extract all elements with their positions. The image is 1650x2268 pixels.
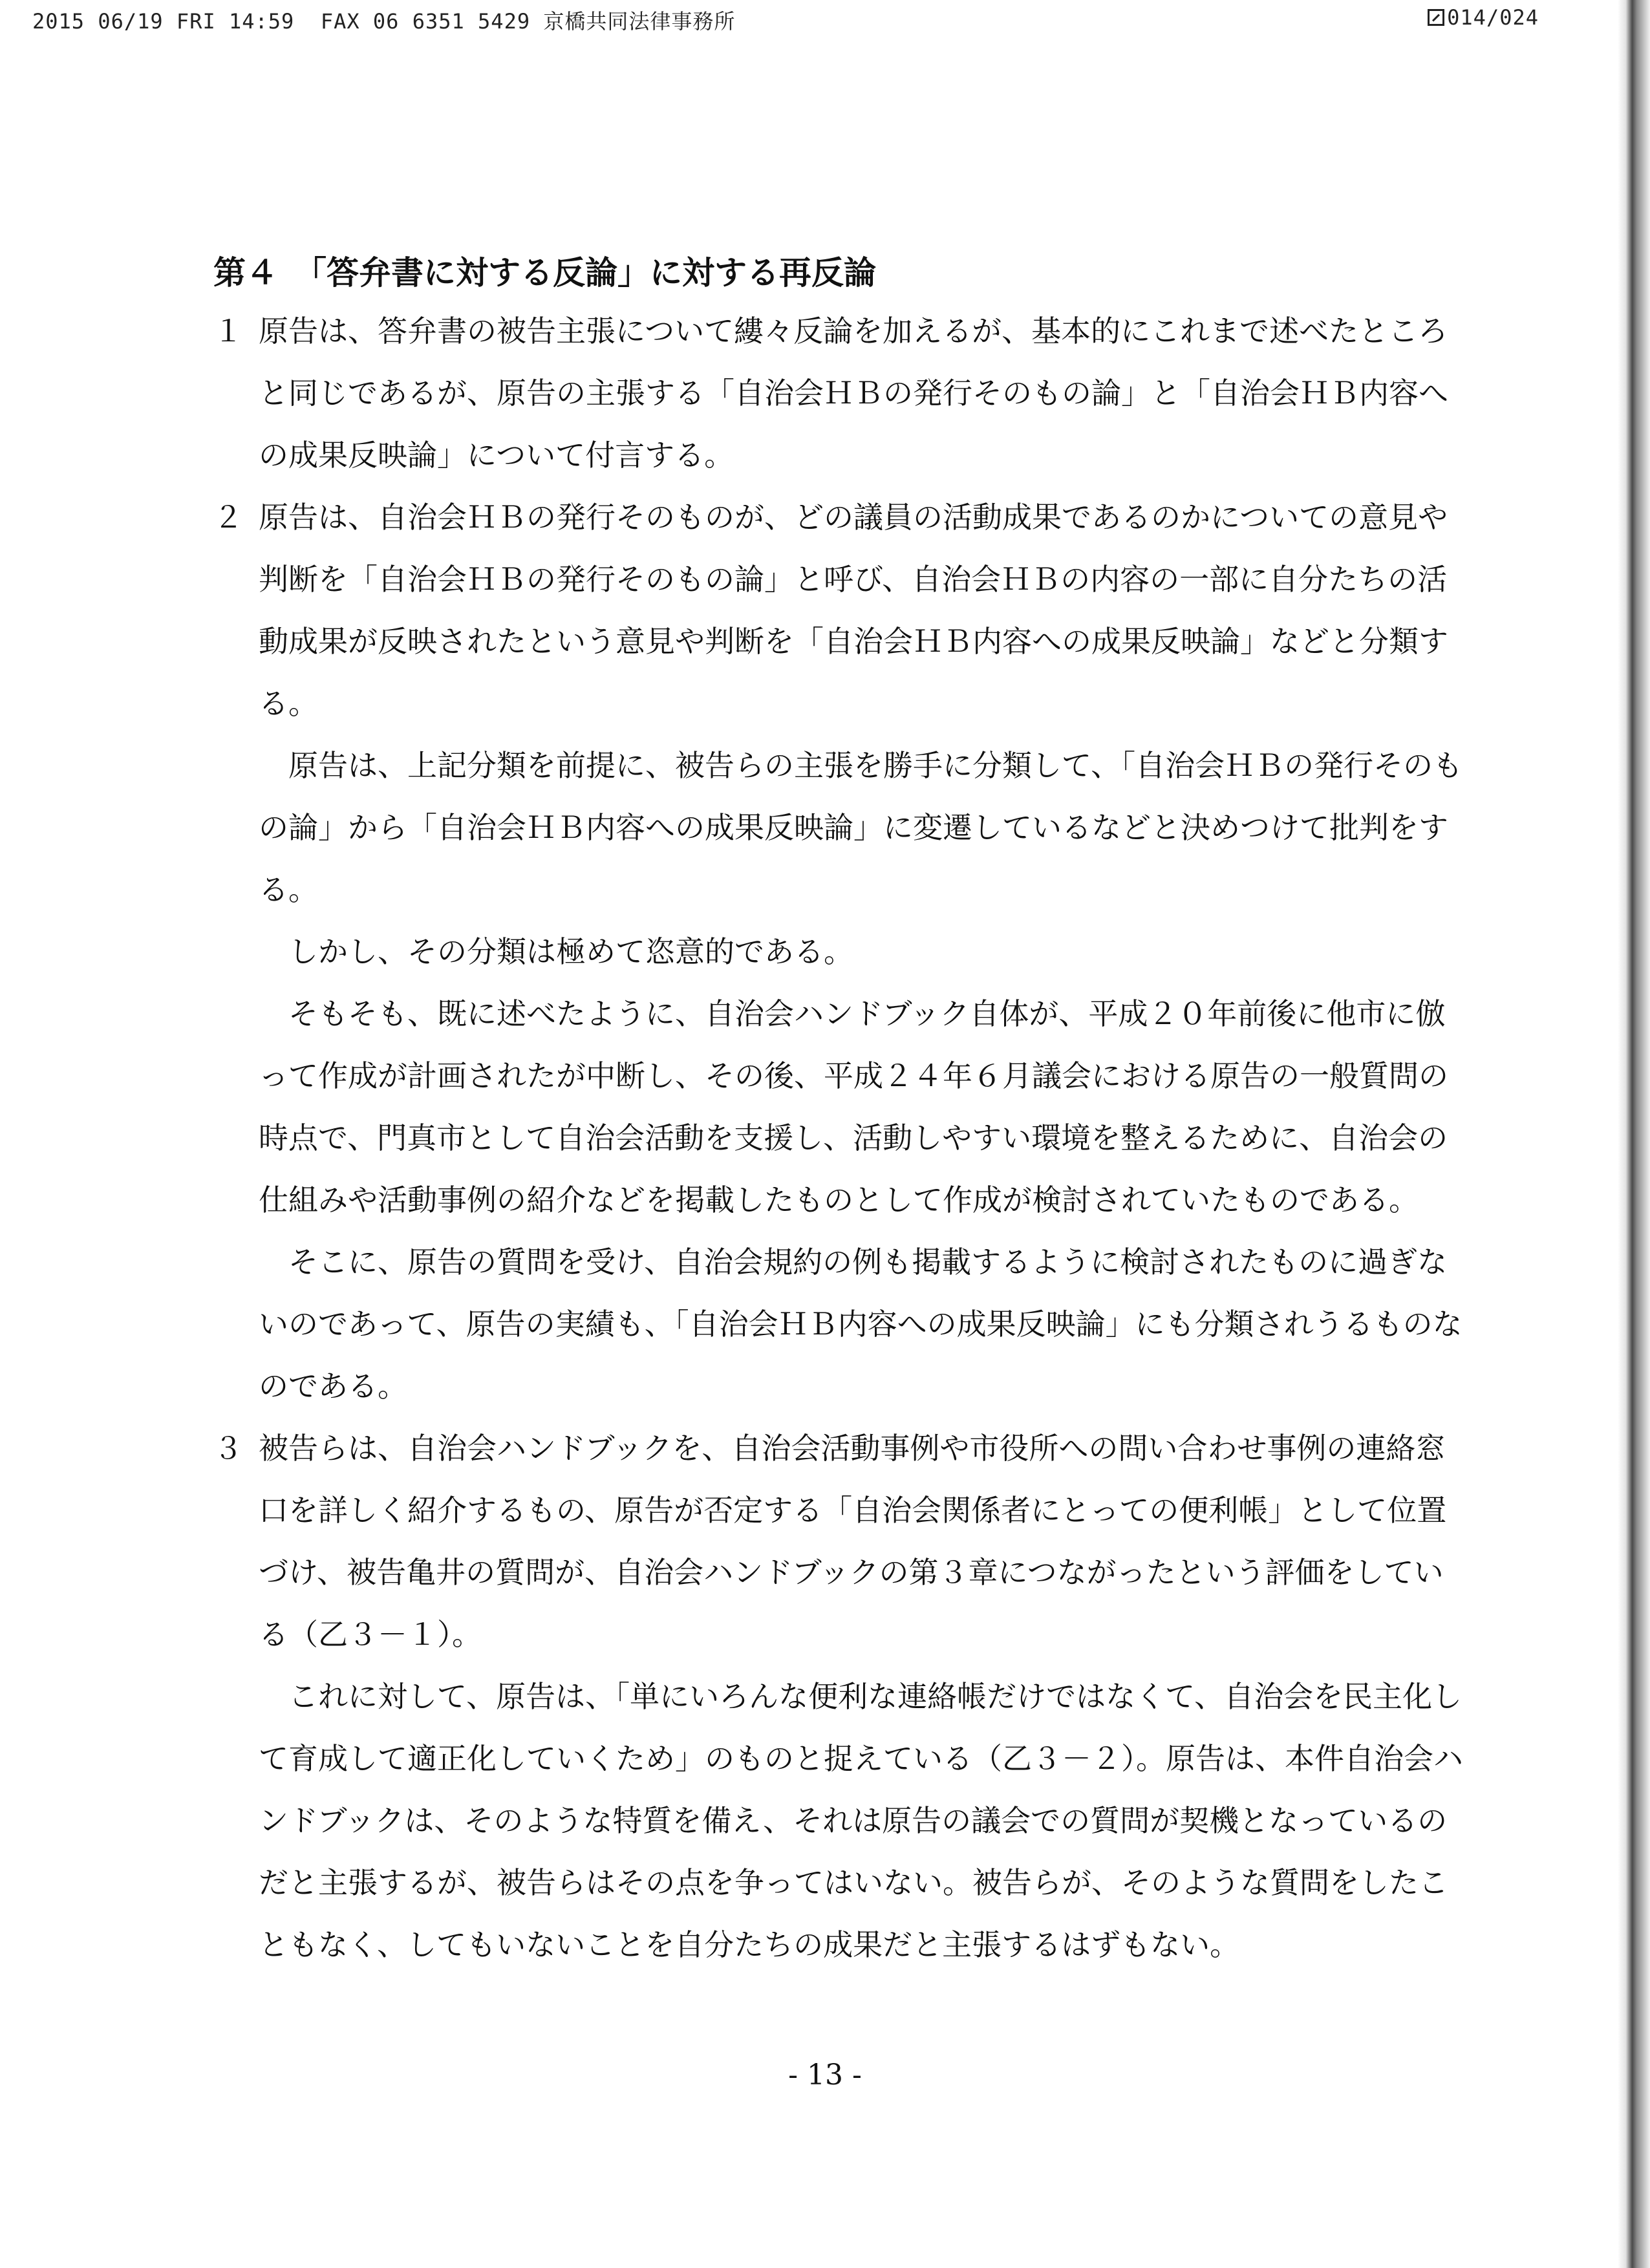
item-3 xyxy=(213,1417,1468,1665)
item-text: 原告は、自治会ＨＢの発行そのものが、どの議員の活動成果であるのかについての意見や判断を「自治会ＨＢの発行そのもの論」と呼び、自治会ＨＢの内容の一部に自分たちの活動成果が反映されたという意見や判断を「自治会ＨＢ内容への成果反映論」などと分類する。 xyxy=(259,500,1448,721)
fax-header-left: 2015 06/19 FRI 14:59 FAX 06 6351 5429 京橋共同法律事務所 xyxy=(32,9,736,34)
item-2-paragraph: 原告は、上記分類を前提に、被告らの主張を勝手に分類して、「自治会ＨＢの発行そのもの論」から「自治会ＨＢ内容への成果反映論」に変遷しているなどと決めつけて批判をする。 xyxy=(259,748,1463,907)
item-2-paragraph: そこに、原告の質問を受け、自治会規約の例も掲載するように検討されたものに過ぎないのであって、原告の実績も、「自治会ＨＢ内容への成果反映論」にも分類されうるものなのである。 xyxy=(259,1245,1462,1404)
item-1 xyxy=(213,300,1468,486)
section-title: 第４ 「答弁書に対する反論」に対する再反論 xyxy=(213,253,876,292)
page-number: - 13 - xyxy=(788,2059,862,2091)
item-number: ２ xyxy=(213,500,243,535)
fax-page-count: 014/024 xyxy=(1447,5,1539,30)
item-number: ３ xyxy=(213,1431,243,1466)
scan-page-edge xyxy=(1618,0,1650,2268)
item-2 xyxy=(213,486,1468,734)
item-3-paragraph: これに対して、原告は、「単にいろんな便利な連絡帳だけではなくて、自治会を民主化して育成して適正化していくため」のものと捉えている（乙３－２）。原告は、本件自治会ハンドブックは、そのような特質を備え、それは原告の議会での質問が契機となっているのだと主張するが、被告らはその点を争ってはいない。被告らが、そのような質問をしたこともなく、してもいないことを自分たちの成果だと主張するはずもない。 xyxy=(259,1679,1463,1962)
item-2-paragraph: しかし、その分類は極めて恣意的である。 xyxy=(288,934,853,969)
item-text: 被告らは、自治会ハンドブックを、自治会活動事例や市役所への問い合わせ事例の連絡窓口を詳しく紹介するもの、原告が否定する「自治会関係者にとっての便利帳」として位置づけ、被告亀井の質問が、自治会ハンドブックの第３章につながったという評価をしている（乙３－１）。 xyxy=(259,1431,1447,1652)
item-text: 原告は、答弁書の被告主張について縷々反論を加えるが、基本的にこれまで述べたところと同じであるが、原告の主張する「自治会ＨＢの発行そのもの論」と「自治会ＨＢ内容への成果反映論」について付言する。 xyxy=(259,314,1448,473)
item-2-paragraph: そもそも、既に述べたように、自治会ハンドブック自体が、平成２０年前後に他市に倣って作成が計画されたが中断し、その後、平成２４年６月議会における原告の一般質問の時点で、門真市として自治会活動を支援し、活動しやすい環境を整えるために、自治会の仕組みや活動事例の紹介などを掲載したものとして作成が検討されていたものである。 xyxy=(259,996,1448,1217)
fax-header-right xyxy=(1428,5,1539,30)
item-number: １ xyxy=(213,314,243,348)
fax-header xyxy=(32,5,1539,36)
fax-checkbox-icon xyxy=(1428,9,1444,26)
